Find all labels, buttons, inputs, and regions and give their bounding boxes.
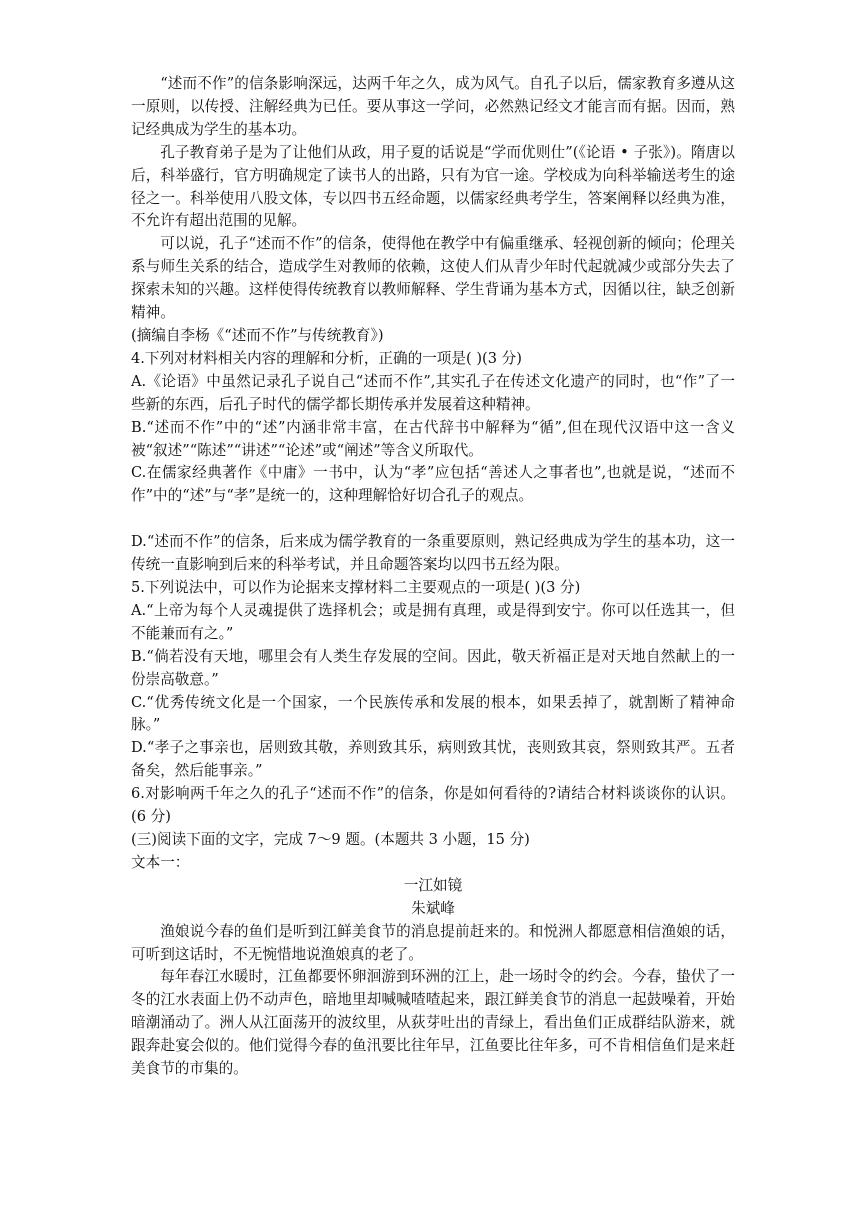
question-5-option-a: A.“上帝为每个人灵魂提供了选择机会；或是拥有真理，或是得到安宁。你可以任选其一，但不能兼而有之。” (131, 601, 735, 642)
material-paragraph-1: “述而不作”的信条影响深远，达两千年之久，成为风气。自孔子以后，儒家教育多遵从这一原则，以传授、注解经典为已任。要从事这一学问，必然熟记经文才能言而有据。因而，熟记经典成为学生的基本功。 (131, 75, 735, 138)
question-4-option-d: D.“述而不作”的信条，后来成为儒学教育的一条重要原则，熟记经典成为学生的基本功，这一传统一直影响到后来的科举考试，并且命题答案均以四书五经为限。 (131, 533, 735, 574)
story-title: 一江如镜 (403, 876, 463, 894)
question-5-option-c: C.“优秀传统文化是一个国家，一个民族传承和发展的根本，如果丢掉了，就割断了精神命脉。” (131, 693, 735, 734)
material-paragraph-2: 孔子教育弟子是为了让他们从政，用子夏的话说是“学而优则仕”(《论语 • 子张》)。隋唐以后，科举盛行，官方明确规定了读书人的出路，只有为官一途。学校成为向科举输送考生的途径之一。科举使用八股文体，专以四书五经命题，以儒家经典考学生，答案阐释以经典为准，不允许有超出范围的见解。 (131, 143, 735, 230)
story-author: 朱斌峰 (411, 899, 455, 917)
question-4-option-b: B.“述而不作”中的“述”内涵非常丰富，在古代辞书中解释为“循”,但在现代汉语中这一含义被“叙述”“陈述”“讲述”“论述”或“阐述”等含义所取代。 (131, 418, 735, 459)
question-4-option-c: C.在儒家经典著作《中庸》一书中，认为“孝”应包括“善述人之事者也”,也就是说，“述而不作”中的“述”与“孝”是统一的，这种理解恰好切合孔子的观点。 (131, 464, 735, 505)
question-4-stem: 4.下列对材料相关内容的理解和分析，正确的一项是( )(3 分) (131, 349, 522, 367)
blank-line (131, 508, 735, 531)
story-paragraph-1: 渔娘说今春的鱼们是听到江鲜美食节的消息提前赶来的。和悦洲人都愿意相信渔娘的话，可听到这话时，不无惋惜地说渔娘真的老了。 (131, 922, 735, 963)
question-5-option-b: B.“倘若没有天地，哪里会有人类生存发展的空间。因此，敬天祈福正是对天地自然献上的一份崇高敬意。” (131, 647, 735, 688)
story-paragraph-2: 每年春江水暖时，江鱼都要怀卵洄游到环洲的江上，赴一场时令的约会。今春，蛰伏了一冬的江水表面上仍不动声色，暗地里却喊喊喳喳起来，跟江鲜美食节的消息一起鼓噪着，开始暗潮涌动了。洲人从江面荡开的波纹里，从荻芽吐出的青绿上，看出鱼们正成群结队游来，就跟奔赴宴会似的。他们觉得今春的鱼汛要比往年早，江鱼要比往年多，可不肯相信鱼们是来赶美食节的市集的。 (131, 968, 735, 1078)
section-3-heading: (三)阅读下面的文字，完成 7～9 题。(本题共 3 小题，15 分) (131, 831, 530, 848)
question-5-option-d: D.“孝子之事亲也，居则致其敬，养则致其乐，病则致其忧，丧则致其哀，祭则致其严。五者备矣，然后能事亲。” (131, 739, 735, 780)
material-paragraph-3: 可以说，孔子“述而不作”的信条，使得他在教学中有偏重继承、轻视创新的倾向；伦理关系与师生关系的结合，造成学生对教师的依赖，这使人们从青少年时代起就减少或部分失去了探索未知的兴趣。这样使得传统教育以教师解释、学生背诵为基本方式，因循以往，缺乏创新精神。 (131, 235, 735, 322)
material-source: (摘编自李杨《“述而不作”与传统教育》) (131, 326, 384, 344)
text-1-label: 文本一： (131, 853, 190, 871)
question-5-stem: 5.下列说法中，可以作为论据来支撑材料二主要观点的一项是( )(3 分) (131, 579, 581, 597)
document-body (131, 73, 735, 1081)
question-4-option-a: A.《论语》中虽然记录孔子说自己“述而不作”,其实孔子在传述文化遗产的同时，也“作”了一些新的东西，后孔子时代的儒学都长期传承并发展着这种精神。 (131, 372, 735, 413)
question-6: 6.对影响两千年之久的孔子“述而不作”的信条，你是如何看待的?请结合材料谈谈你的认识。(6 分) (131, 785, 735, 826)
